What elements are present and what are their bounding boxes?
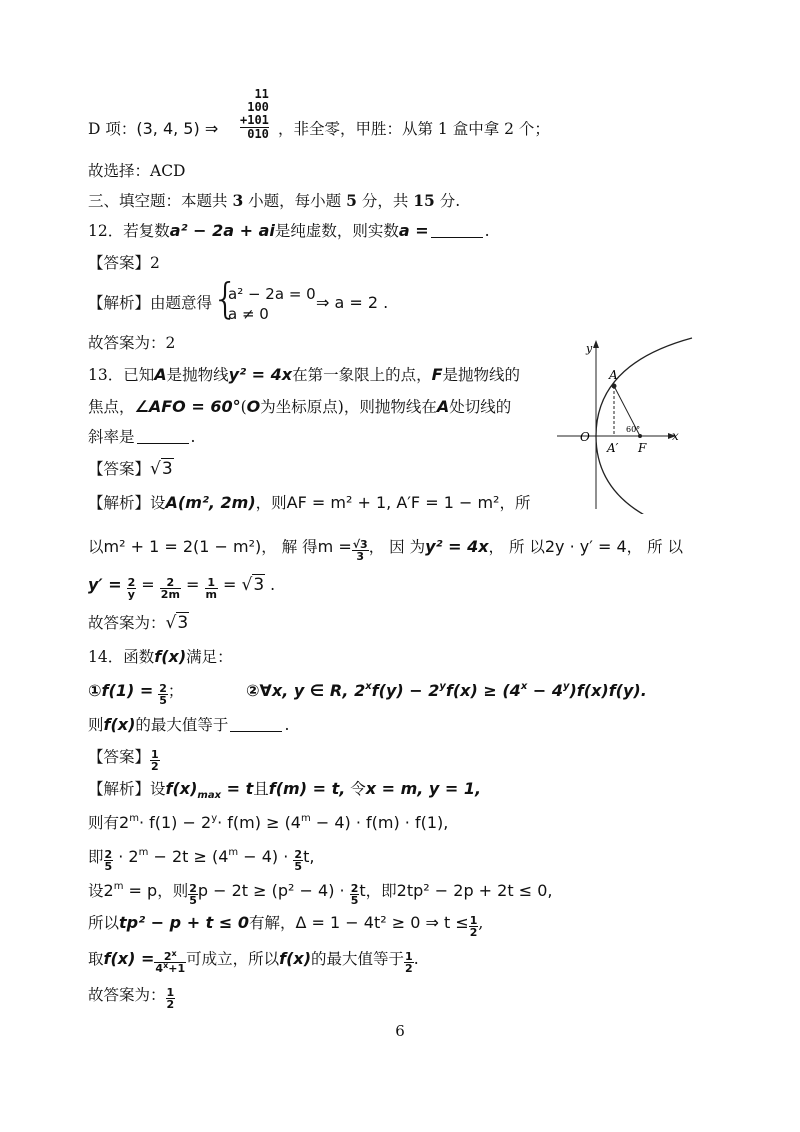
stack-row: 11 (254, 87, 269, 101)
s3-mid2: 分，共 (356, 192, 414, 210)
sqrt-3: √3 (241, 575, 265, 595)
q13-A2: A (436, 397, 450, 416)
q12-sys2: a ≠ 0 (228, 305, 269, 323)
binary-stack (240, 88, 269, 141)
q13-angle: ∠AFO = 60° (134, 397, 241, 416)
q13-l2-end: 处切线的 (449, 398, 512, 416)
q13-l1-post: 是抛物线的 (442, 366, 521, 384)
q14-step3: 即 $\frac{2}{5}$ · $2^m - 2t \ge (4^m - 4)$ · $\frac{2}{5}$ t, (88, 847, 315, 873)
q13-final (88, 612, 189, 634)
q13-a2-mid2: ， 因 为 (368, 538, 426, 556)
q13-a2-expr2: y² = 4x (425, 537, 489, 556)
d-item-suffix: ，非全零，甲胜：从第 1 盒中拿 2 个； (278, 120, 550, 138)
label-y: y (586, 342, 593, 355)
label-angle: 60° (626, 425, 641, 434)
q13-a2-expr: m² + 1 = 2(1 − m²) (103, 537, 262, 556)
q13-answer-tag: 【答案】 (88, 460, 151, 478)
stack-row: 010 (247, 127, 269, 141)
frac-1-over-m: $\frac{1}{m}$ (205, 576, 217, 601)
q12-analysis: 【解析】由题意得 (88, 294, 213, 312)
q13-line3: 斜率是 . (88, 428, 196, 446)
label-x: x (672, 429, 679, 443)
parabola-graph (552, 334, 702, 514)
q14-ask: 则f(x)的最大值等于 . (88, 715, 290, 734)
s3-mid: 小题，每小题 (243, 192, 347, 210)
s3-post: 分. (434, 192, 461, 210)
d-item-line (88, 118, 218, 140)
q13-blank (137, 429, 189, 444)
q12-final: 故答案为：2 (88, 334, 176, 352)
q13-l1-mid2: 在第一象限上的点， (292, 366, 432, 384)
q13-a1-expr2: AF = m² + 1, A′F = 1 − m² (286, 493, 500, 512)
q12-answer: 【答案】2 (88, 254, 160, 272)
q12-stem-mid: 是纯虚数，则实数 (274, 222, 399, 240)
q13-l2-pre: 焦点， (88, 398, 135, 416)
q12-blank (431, 223, 483, 238)
q12-brace: { (212, 274, 239, 323)
s3-pre: 三、填空题：本题共 (88, 192, 233, 210)
q14-condition1: ①f(1) = $\frac{2}{5}$ ； (88, 681, 184, 707)
y-axis-arrow (593, 340, 599, 348)
q13-l2-post: 为坐标原点)，则抛物线在 (260, 398, 437, 416)
q13-a1-expr: A(m², 2m) (165, 493, 256, 512)
frac-sqrt3-over-3: $\frac{√3}{3}$ (352, 538, 368, 563)
q13-line2 (88, 396, 511, 418)
q14-step1: 【解析】设$f(x)_{max} = t$且f(m) = t, 令x = m, y = 1, (88, 779, 482, 802)
q13-l1-mid: 是抛物线 (166, 366, 229, 384)
frac-2x-over-4x-plus-1: $\frac{2^x}{4^x+1}$ (155, 949, 186, 975)
label-a-prime: A′ (607, 441, 619, 455)
point-a (612, 384, 617, 389)
q13-F: F (431, 365, 443, 384)
q13-l1-pre: 13．已知 (88, 366, 155, 384)
point-f (638, 434, 642, 438)
q13-l2-mid: ( (240, 398, 247, 416)
q13-A: A (154, 365, 167, 384)
q12-result-text: ⇒ a = 2 (316, 293, 379, 312)
d-item-prefix: D 项： (88, 120, 137, 138)
q13-a2-mid3: ， 所 以 (488, 538, 545, 556)
q14-blank (230, 717, 282, 732)
q13-a3-pre: y′ = (88, 575, 122, 594)
label-o: O (580, 430, 590, 444)
d-item-tuple: (3, 4, 5) ⇒ (136, 119, 219, 138)
q13-analysis-2 (88, 536, 683, 562)
q12-var: a = (398, 221, 429, 240)
q14-stem-post: 满足： (186, 648, 233, 666)
q14-final: 故答案为： $\frac{1}{2}$ (88, 986, 175, 1011)
q14-step6: 取f(x) = $\frac{2^x}{4^x+1}$ 可成立，所以f(x)的最大值等于 $\frac{1}{2}$ . (88, 949, 419, 975)
q14-stem (88, 646, 233, 668)
label-a: A (609, 368, 618, 382)
q13-eq: y² = 4x (228, 365, 293, 384)
q12-expr: a² − 2a + ai (169, 221, 275, 240)
q13-a1-mid: ，则 (255, 494, 287, 512)
q13-final-pre: 故答案为： (88, 614, 166, 632)
q13-analysis-1 (88, 492, 530, 514)
q12-system (228, 284, 316, 324)
q13-l3: 斜率是 (88, 428, 135, 446)
q14-c1: ①f(1) = (88, 681, 154, 700)
q14-step5: 所以tp² − p + t ≤ 0有解，Δ = 1 − 4t² ≥ 0 ⇒ t ≤ $\frac{1}{2}$ , (88, 913, 484, 939)
q12-stem-pre: 12．若复数 (88, 222, 170, 240)
parabola-curve (596, 338, 692, 514)
q13-a2-m: m = (317, 537, 352, 556)
q13-O: O (246, 397, 261, 416)
q14-stem-pre: 14．函数 (88, 648, 155, 666)
q13-a2-mid: ， 解 得 (261, 538, 318, 556)
frac-1-over-2: $\frac{1}{2}$ (151, 748, 159, 773)
q13-answer (88, 458, 174, 480)
q13-a2-pre: 以 (88, 538, 104, 556)
q12-result: ⇒ a = 2 . (316, 293, 389, 312)
q13-line1 (88, 364, 520, 386)
q14-condition2: ②∀x, y ∈ R, $2^xf(y) - 2^yf(x) \ge (4^x - 4^y)f(x)f(y)$. (246, 681, 647, 700)
frac-2-over-y: $\frac{2}{y}$ (127, 576, 136, 601)
q12-stem: 12．若复数a² − 2a + ai是纯虚数，则实数a = . (88, 221, 490, 240)
q14-fx: f(x) (154, 647, 187, 666)
s3-n3: 15 (413, 191, 435, 210)
stack-row: 100 (247, 100, 269, 114)
q13-a1-post: ，所 (499, 494, 531, 512)
choose-line: 故选择：ACD (88, 162, 186, 180)
label-f: F (638, 441, 647, 455)
q13-analysis-3: y′ = $\frac{2}{y}$ = $\frac{2}{2m}$ = $\frac{1}{m}$ = √3 . (88, 575, 276, 601)
q13-a2-post: ， 所 以 (626, 538, 683, 556)
q13-answer-sqrt: √3 (150, 459, 173, 479)
q14-answer: 【答案】 $\frac{1}{2}$ (88, 748, 159, 773)
q12-sys1: a² − 2a = 0 (228, 285, 316, 303)
s3-n2: 5 (346, 191, 357, 210)
q14-step4: 设$2^m = p$，则 $\frac{2}{5}$ p − 2t ≥ (p² − 4) · $\frac{2}{5}$ t，即2tp² − 2p + 2t ≤ 0, (88, 881, 553, 907)
frac-2-over-5: $\frac{2}{5}$ (159, 682, 167, 707)
q13-a1-pre: 【解析】设 (88, 494, 166, 512)
q14-step2: 则有$2^m\cdot f(1) - 2^y\cdot f(m) \ge (4^m - 4) \cdot f(m) \cdot f(1)$, (88, 813, 449, 832)
q13-a2-expr3: 2y · y′ = 4 (544, 537, 627, 556)
section3-heading (88, 190, 460, 212)
q13-final-sqrt: √3 (165, 613, 189, 633)
stack-row: +101 (240, 113, 269, 127)
frac-2-over-2m: $\frac{2}{2m}$ (160, 576, 180, 601)
page-number: 6 (395, 1022, 405, 1040)
s3-n1: 3 (232, 191, 244, 210)
